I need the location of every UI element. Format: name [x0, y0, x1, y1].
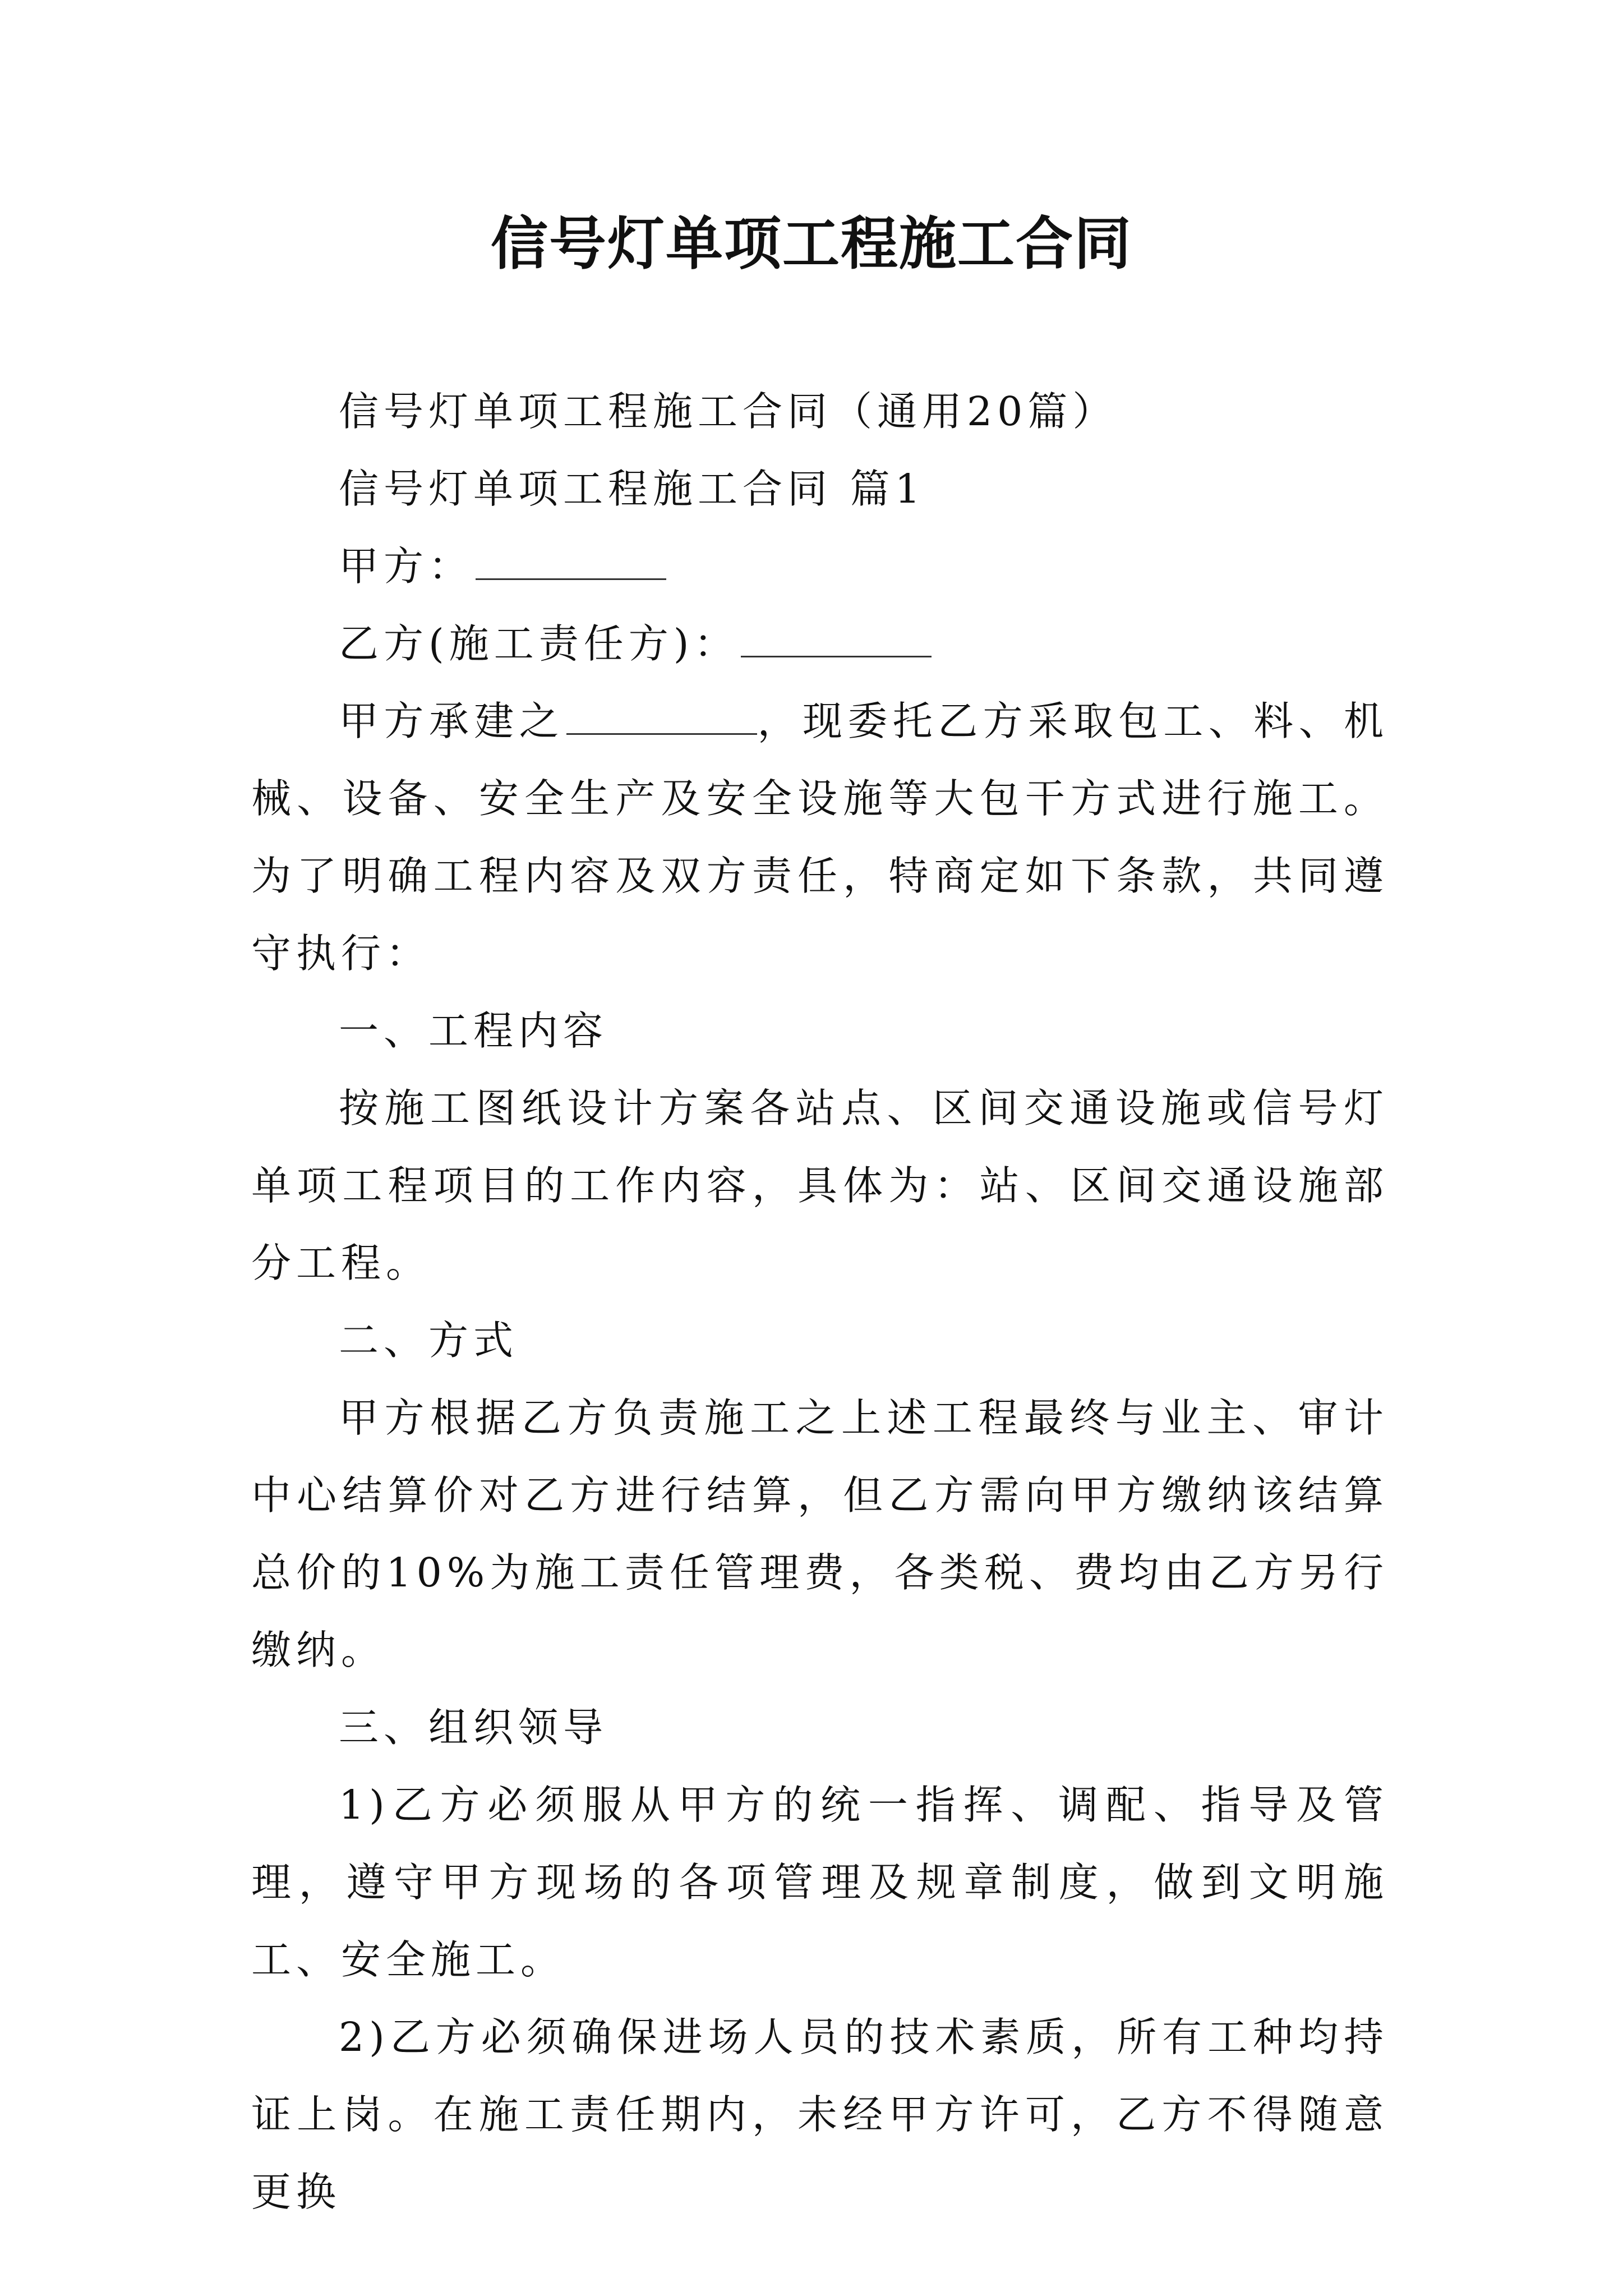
- document-body: [251, 373, 1389, 2231]
- intro-part-b: ，现委托乙方采取包工、料、机械、设备、安全生产及安全设施等大包干方式进行施工。为了明确工程内容及双方责任，特商定如下条款，共同遵守执行：: [251, 698, 1389, 977]
- document-title: 信号灯单项工程施工合同: [491, 210, 1132, 278]
- party-b-blank: [741, 622, 932, 657]
- party-a-blank: [476, 545, 666, 580]
- party-a-line: [251, 528, 1389, 605]
- section-1-paragraph: 按施工图纸设计方案各站点、区间交通设施或信号灯单项工程项目的工作内容，具体为：站、区间交通设施部分工程。: [251, 1085, 1389, 1286]
- section-heading-1: 一、工程内容: [339, 1007, 608, 1054]
- party-a-label: 甲方：: [339, 543, 474, 590]
- party-b-label: 乙方(施工责任方)：: [339, 620, 739, 667]
- section-heading-3: 三、组织领导: [339, 1704, 608, 1751]
- contract-part-heading: 信号灯单项工程施工合同 篇1: [339, 466, 925, 512]
- section-heading-2: 二、方式: [339, 1317, 519, 1364]
- intro-paragraph: [251, 683, 1389, 992]
- project-name-blank: [566, 700, 757, 735]
- contract-subtitle: 信号灯单项工程施工合同（通用20篇）: [339, 388, 1118, 435]
- section-3-item-2: 2)乙方必须确保进场人员的技术素质，所有工种均持证上岗。在施工责任期内，未经甲方许可，乙方不得随意更换: [251, 2014, 1389, 2215]
- party-b-line: [251, 605, 1389, 683]
- section-2-paragraph: 甲方根据乙方负责施工之上述工程最终与业主、审计中心结算价对乙方进行结算，但乙方需向甲方缴纳该结算总价的10%为施工责任管理费，各类税、费均由乙方另行缴纳。: [251, 1395, 1389, 1673]
- section-3-item-1: 1)乙方必须服从甲方的统一指挥、调配、指导及管理，遵守甲方现场的各项管理及规章制度，做到文明施工、安全施工。: [251, 1782, 1389, 1983]
- intro-part-a: 甲方承建之: [339, 698, 565, 744]
